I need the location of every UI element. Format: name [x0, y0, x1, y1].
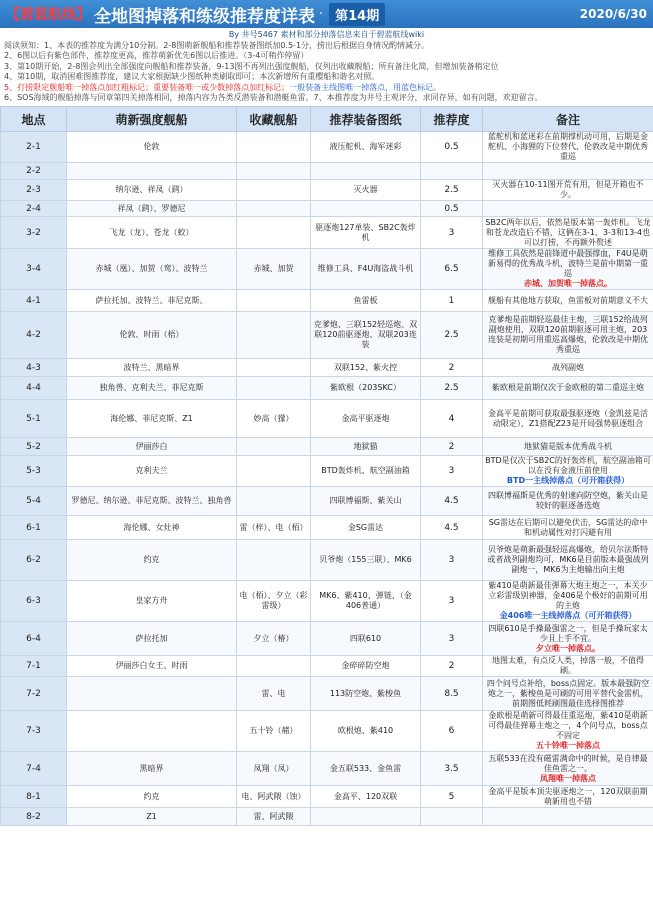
table-row — [1, 516, 653, 540]
cell-collect: 五十铃（赭） — [237, 711, 311, 752]
drop-table — [0, 106, 653, 826]
cell-ships: 伊丽莎白女王、时雨 — [67, 656, 237, 677]
cell-equip — [311, 808, 421, 826]
remark-text: 四联610是手操最强雷之一，但是手操玩家太少且上手不宜。 — [488, 623, 648, 643]
cell-ships — [67, 677, 237, 711]
table-row — [1, 180, 653, 201]
cell-equip: 113防空炮、紫梭鱼 — [311, 677, 421, 711]
cell-ships: 罗德尼、纳尔逊、菲尼克斯、波特兰、独角兽 — [67, 487, 237, 516]
table-row — [1, 581, 653, 622]
cell-equip: 金碎碎防空炮 — [311, 656, 421, 677]
cell-location: 3-2 — [1, 217, 67, 249]
cell-ships: 萨拉托加 — [67, 622, 237, 656]
page-title: 全地图掉落和练级推荐度详表 — [94, 6, 315, 27]
cell-location: 7-4 — [1, 752, 67, 786]
cell-remark — [483, 377, 653, 400]
remark-text: 维修工具依然是前锋道中最强撑血，F4U是萌新易得的优秀战斗机，波特兰是前中期第一重巡 — [488, 249, 648, 279]
cell-location: 6-1 — [1, 516, 67, 540]
remark-text: 金高平是版本顶尖驱逐炮之一，120双联前期萌新用也不错 — [488, 786, 648, 806]
cell-remark — [483, 677, 653, 711]
table-header-row — [1, 107, 653, 132]
note-3: 3、第10期开始，2-8图会列出全部强度向舰船和推荐装备，9-13图不再列出强度舰船，仅列出收藏舰船；所有备注化简，但增加装备稍定位 — [4, 61, 499, 71]
cell-rating: 5 — [421, 786, 483, 808]
cell-remark — [483, 487, 653, 516]
table-row — [1, 359, 653, 377]
cell-remark — [483, 711, 653, 752]
cell-collect: 雷、电 — [237, 677, 311, 711]
col-equip: 推荐装备图纸 — [311, 107, 421, 132]
cell-equip: 贝爷炮（155三联）、MK6 — [311, 540, 421, 581]
table-row — [1, 377, 653, 400]
cell-rating: 4.5 — [421, 516, 483, 540]
cell-location: 4-1 — [1, 290, 67, 312]
issue-date: 2020/6/30 — [579, 7, 647, 21]
cell-equip: 金高平驱逐炮 — [311, 400, 421, 438]
cell-collect: 电、阿武隈（蚀） — [237, 786, 311, 808]
cell-ships: 波特兰、黑暗界 — [67, 359, 237, 377]
cell-ships: 皇家方舟 — [67, 581, 237, 622]
cell-ships: 祥凤（鹞）、罗德尼 — [67, 201, 237, 217]
cell-rating: 3 — [421, 456, 483, 487]
remark-text: BTD是仅次于SB2C的好轰炸机，航空副油箱可以在没有金液压前使用 — [485, 456, 651, 476]
cell-collect: 电（栢）、夕立（彩雷级） — [237, 581, 311, 622]
cell-rating: 0.5 — [421, 132, 483, 163]
cell-rating: 1 — [421, 290, 483, 312]
cell-remark — [483, 752, 653, 786]
remark-exclusive-drop: 赤城、加贺唯一掉落点。 — [524, 279, 612, 289]
table-row — [1, 290, 653, 312]
cell-equip: BTD轰炸机、航空副油箱 — [311, 456, 421, 487]
remark-mainline-drop: BTD一主线掉落点（可开箱获得） — [506, 476, 630, 486]
cell-location: 6-3 — [1, 581, 67, 622]
remark-text: 贝爷炮是萌新最强轻巡高爆炮，给贝尔法斯特或者战列副炮均可，MK6是目前版本最强战列副炮一，MK6为主炮输出向主炮 — [487, 545, 649, 575]
table-row — [1, 438, 653, 456]
cell-equip — [311, 163, 421, 180]
cell-collect — [237, 312, 311, 359]
cell-ships: 飞龙（龙）、苍龙（蛟） — [67, 217, 237, 249]
cell-collect: 凤翔（凤） — [237, 752, 311, 786]
cell-rating: 2.5 — [421, 180, 483, 201]
cell-remark — [483, 516, 653, 540]
cell-ships: 海伦娜、女灶神 — [67, 516, 237, 540]
remark-text: 金欧根是萌新可得最佳重巡炮，紫410是萌新可得最佳弹幕主炮之一，4个问号点，boss点不固定 — [488, 711, 648, 741]
cell-collect — [237, 201, 311, 217]
cell-ships: 伊丽莎白 — [67, 438, 237, 456]
cell-ships: 赤城（凰）、加贺（鸾）、波特兰 — [67, 249, 237, 290]
cell-location: 4-2 — [1, 312, 67, 359]
cell-collect — [237, 438, 311, 456]
cell-collect — [237, 377, 311, 400]
cell-location: 2-1 — [1, 132, 67, 163]
remark-text: 蓝舵机和蓝迷彩在前期撑机动可用，后期是金舵机、小海狸的下位替代，伦敦改是中期优秀重巡 — [488, 132, 648, 162]
cell-equip: MK6、紫410、弹链、（金406普通） — [311, 581, 421, 622]
cell-remark — [483, 581, 653, 622]
table-row — [1, 786, 653, 808]
cell-remark — [483, 438, 653, 456]
remark-text: SG雷达在后期可以避免伏击，SG雷达的命中和机动属性对打闪避有用 — [488, 517, 648, 537]
note-6: 6、SOS海域的舰船掉落与同章第四关掉落相同，掉落内容为各类反潜装备和潜艇鱼雷。7、本推荐度为井号主观评分，求同存异，如有问题，欢迎留言。 — [4, 93, 543, 103]
table-row — [1, 540, 653, 581]
cell-location: 7-1 — [1, 656, 67, 677]
col-collect: 收藏舰船 — [237, 107, 311, 132]
cell-rating: 2 — [421, 656, 483, 677]
cell-equip: 灭火器 — [311, 180, 421, 201]
cell-location: 2-4 — [1, 201, 67, 217]
col-remark: 备注 — [483, 107, 653, 132]
note-4: 4、第10期，取消困难图推荐度，建议大家根据缺少图纸种类刷取即可；本次新增所有重樱船和谐名对照。 — [4, 72, 380, 82]
cell-rating: 3 — [421, 622, 483, 656]
cell-collect — [237, 180, 311, 201]
cell-remark — [483, 622, 653, 656]
cell-equip: 鱼雷板 — [311, 290, 421, 312]
cell-collect — [237, 290, 311, 312]
table-row — [1, 163, 653, 180]
remark-text: 战列副炮 — [552, 362, 584, 372]
cell-rating: 3.5 — [421, 752, 483, 786]
note-1: 阅读须知：1、本表的推荐度为满分10分制。2-8图萌新舰船和推荐装备图纸加0.5-1分，捞出后根据自身情况酌情减分。 — [4, 41, 430, 50]
remark-text: SB2C两年以后，依然是版本第一轰炸机。飞龙和苍龙改造后不错，这俩在3-1、3-3和13-4也可以打捞，不再额外赘述 — [485, 217, 651, 247]
cell-ships — [67, 711, 237, 752]
table-row — [1, 249, 653, 290]
cell-collect: 妙高（獴） — [237, 400, 311, 438]
cell-remark — [483, 201, 653, 217]
title-dot: · — [319, 6, 324, 22]
cell-location: 5-4 — [1, 487, 67, 516]
table-row — [1, 808, 653, 826]
cell-location: 4-3 — [1, 359, 67, 377]
cell-equip — [311, 201, 421, 217]
cell-equip: 四联610 — [311, 622, 421, 656]
remark-text: 五联533在没有磁雷满命中的时候，是自律最佳鱼雷之一。 — [488, 753, 648, 773]
cell-ships: 伦敦、时雨（梧） — [67, 312, 237, 359]
cell-remark — [483, 400, 653, 438]
cell-location: 5-2 — [1, 438, 67, 456]
cell-equip: 地狱猫 — [311, 438, 421, 456]
cell-equip: 四联博福斯、紫关山 — [311, 487, 421, 516]
cell-rating — [421, 163, 483, 180]
cell-collect — [237, 456, 311, 487]
table-row — [1, 217, 653, 249]
remark-text: 紫欧根是前期仅次于金欧根的第二重巡主炮 — [492, 383, 644, 393]
cell-collect — [237, 487, 311, 516]
cell-location: 2-3 — [1, 180, 67, 201]
cell-location: 7-3 — [1, 711, 67, 752]
cell-location: 6-4 — [1, 622, 67, 656]
col-location: 地点 — [1, 107, 67, 132]
cell-ships: 黑暗界 — [67, 752, 237, 786]
table-row — [1, 132, 653, 163]
table-row — [1, 487, 653, 516]
cell-rating: 3 — [421, 581, 483, 622]
remark-exclusive-drop: 五十铃唯一掉落点 — [536, 741, 600, 751]
cell-ships: 约克 — [67, 540, 237, 581]
note-5-blue: 一般装备主线图唯一掉落点，用蓝色标记。 — [289, 82, 442, 92]
remark-text: 地狱猫是版本优秀战斗机 — [524, 441, 612, 451]
cell-rating: 2 — [421, 438, 483, 456]
cell-location: 6-2 — [1, 540, 67, 581]
cell-equip: 维修工具、F4U海盗战斗机 — [311, 249, 421, 290]
title-bar — [0, 0, 653, 28]
remark-text: 金高平是前期可获取最强驱逐炮（金凯兹是活动限定），Z1搭配Z23是开局强势驱逐组合 — [488, 408, 648, 428]
cell-remark — [483, 540, 653, 581]
cell-location: 3-4 — [1, 249, 67, 290]
cell-location: 5-1 — [1, 400, 67, 438]
cell-location: 8-2 — [1, 808, 67, 826]
cell-ships: 海伦娜、菲尼克斯、Z1 — [67, 400, 237, 438]
cell-location: 4-4 — [1, 377, 67, 400]
cell-location: 8-1 — [1, 786, 67, 808]
cell-location: 7-2 — [1, 677, 67, 711]
remark-text: 克爹炮是前期轻巡最佳主炮，三联152给战列副炮使用，双联120前期驱逐可用主炮，203连装是初期可用重巡高爆炮，伦敦改是中期优秀重巡 — [488, 315, 648, 355]
cell-collect: 雷、阿武隈 — [237, 808, 311, 826]
cell-collect: 雷（梓）、电（栢） — [237, 516, 311, 540]
cell-remark — [483, 359, 653, 377]
remark-text: 紫410是萌新最佳弹幕大炮主炮之一，本关少立彩雷级别神器，金406是个极好的前期可用的主炮 — [488, 581, 648, 611]
cell-equip: 克爹炮、三联152轻巡炮、双联120前驱逐炮、双联203连装 — [311, 312, 421, 359]
table-row — [1, 456, 653, 487]
cell-remark — [483, 808, 653, 826]
cell-equip: 双联152、紫火控 — [311, 359, 421, 377]
note-5 — [4, 83, 649, 93]
cell-ships: 伦敦 — [67, 132, 237, 163]
cell-collect — [237, 540, 311, 581]
note-2: 2、6图以后有紫色部件，推荐度更高，推荐萌新优先6图以后推进。（3-4可稍作停留） — [4, 51, 309, 61]
cell-ships: 克利夫兰 — [67, 456, 237, 487]
cell-location: 2-2 — [1, 163, 67, 180]
cell-ships: 独角兽、克利夫兰、菲尼克斯 — [67, 377, 237, 400]
remark-text: 灭火器在10-11图开荒有用，但是开箱也不少。 — [492, 180, 644, 200]
cell-remark — [483, 656, 653, 677]
cell-remark — [483, 312, 653, 359]
cell-rating: 2.5 — [421, 312, 483, 359]
remark-exclusive-drop: 凤翔唯一掉落点 — [540, 773, 596, 783]
cell-ships — [67, 163, 237, 180]
cell-remark — [483, 290, 653, 312]
cell-rating: 2.5 — [421, 377, 483, 400]
cell-rating — [421, 808, 483, 826]
table-row — [1, 752, 653, 786]
cell-collect — [237, 132, 311, 163]
table-row — [1, 656, 653, 677]
table-row — [1, 711, 653, 752]
cell-collect — [237, 217, 311, 249]
table-row — [1, 677, 653, 711]
cell-ships: 萨拉托加、波特兰、菲尼克斯、 — [67, 290, 237, 312]
cell-rating: 2 — [421, 359, 483, 377]
cell-rating: 6.5 — [421, 249, 483, 290]
table-row — [1, 312, 653, 359]
table-row — [1, 201, 653, 217]
issue-badge: 第14期 — [329, 3, 385, 26]
author-credit: By 井号5467 素材和部分掉落信息来自于碧蓝航线wiki — [228, 30, 425, 39]
cell-rating: 4.5 — [421, 487, 483, 516]
cell-rating: 6 — [421, 711, 483, 752]
remark-text: 四个问号点补给，boss点固定。版本最强防空炮之一，紫梭鱼是可刷的可用平替代金雷机，前期图低耗刷图最佳选择图推荐 — [486, 678, 650, 708]
cell-ships: 纳尔逊、祥凤（鹞） — [67, 180, 237, 201]
cell-collect — [237, 359, 311, 377]
cell-remark — [483, 456, 653, 487]
cell-remark — [483, 217, 653, 249]
table-body — [1, 132, 653, 826]
cell-rating: 3 — [421, 217, 483, 249]
cell-rating: 8.5 — [421, 677, 483, 711]
cell-remark — [483, 786, 653, 808]
col-rating: 推荐度 — [421, 107, 483, 132]
note-5-red: 5、打捞限定舰船唯一掉落点加红粗标记；重要装备唯一或少数掉落点加红标记； — [4, 82, 290, 92]
cell-collect: 夕立（椿） — [237, 622, 311, 656]
cell-ships: Z1 — [67, 808, 237, 826]
cell-rating: 0.5 — [421, 201, 483, 217]
cell-rating: 3 — [421, 540, 483, 581]
cell-collect: 赤城、加贺 — [237, 249, 311, 290]
cell-remark — [483, 249, 653, 290]
cell-collect — [237, 163, 311, 180]
table-row — [1, 622, 653, 656]
cell-equip: 金高平、120双联 — [311, 786, 421, 808]
cell-equip: 欧根炮、紫410 — [311, 711, 421, 752]
remark-exclusive-drop: 夕立唯一掉落点。 — [536, 643, 600, 653]
cell-collect — [237, 656, 311, 677]
cell-equip: 金SG雷达 — [311, 516, 421, 540]
cell-remark — [483, 180, 653, 201]
cell-location: 5-3 — [1, 456, 67, 487]
table-row — [1, 400, 653, 438]
cell-equip: 驱逐炮127单装、SB2C轰炸机 — [311, 217, 421, 249]
reading-notes — [0, 40, 653, 106]
cell-equip: 液压舵机、海军迷彩 — [311, 132, 421, 163]
cell-remark — [483, 132, 653, 163]
cell-equip: 金五联533、金鱼雷 — [311, 752, 421, 786]
col-ships: 萌新强度舰船 — [67, 107, 237, 132]
remark-text: 四联博福斯是优秀的射速向防空炮，紫关山是较好的驱逐备选炮 — [488, 491, 648, 511]
cell-equip: 紫欧根（203SKC） — [311, 377, 421, 400]
game-tag: 【碧蓝航线】 — [6, 7, 90, 23]
remark-text: 地图太难，有点反人类，掉落一般，不值得刷。 — [492, 656, 644, 676]
cell-remark — [483, 163, 653, 180]
remark-text: 舰船有其他地方获取，鱼雷板对前期意义不大 — [488, 295, 648, 305]
remark-mainline-drop: 金406唯一主线掉落点（可开箱获得） — [499, 611, 637, 621]
cell-rating: 4 — [421, 400, 483, 438]
cell-ships: 约克 — [67, 786, 237, 808]
